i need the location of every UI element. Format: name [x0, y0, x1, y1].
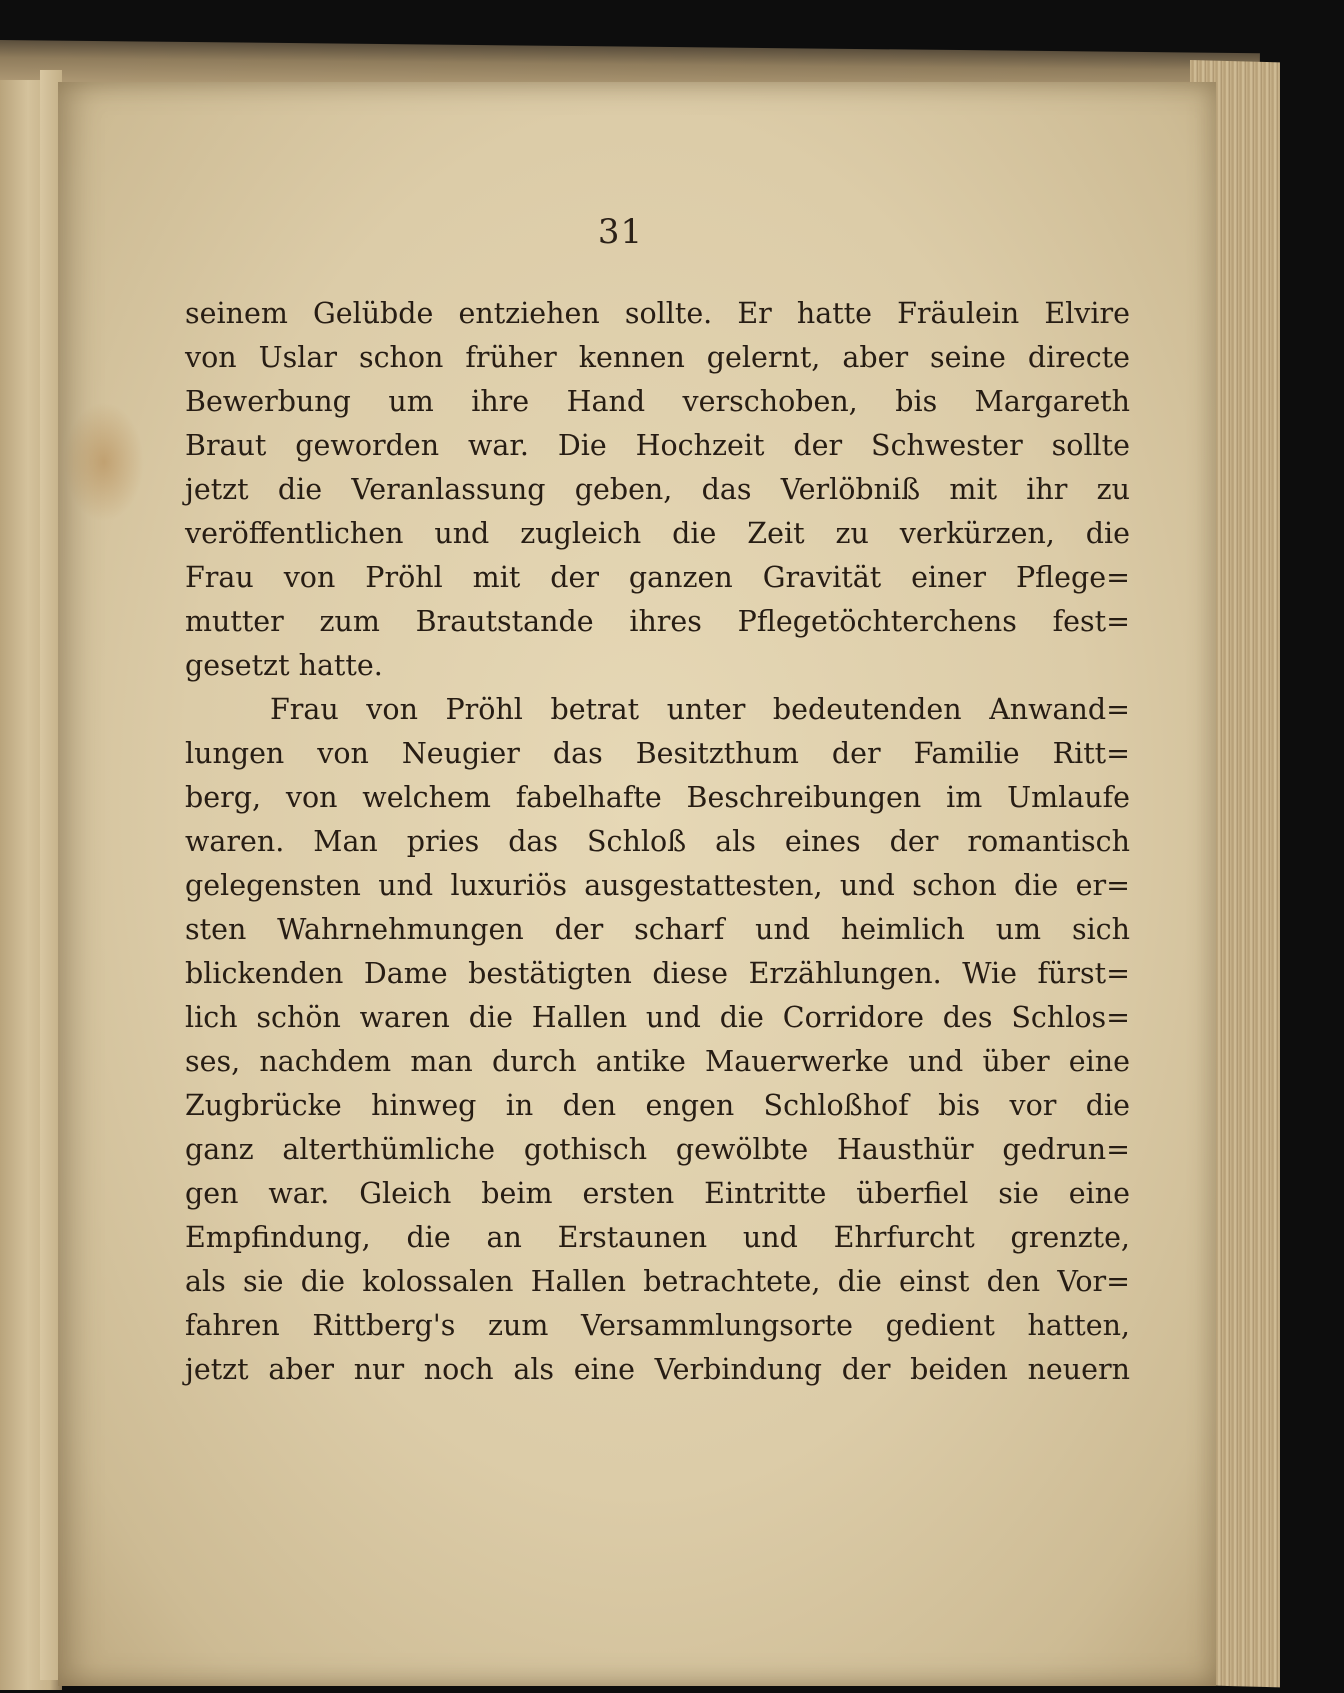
text-line: lungen von Neugier das Besitzthum der Familie Ritt= [185, 737, 1130, 770]
text-line: Frau von Pröhl mit der ganzen Gravität einer Pflege= [185, 561, 1130, 594]
text-line: Bewerbung um ihre Hand verschoben, bis Margareth [185, 385, 1130, 418]
text-line: jetzt die Veranlassung geben, das Verlöbniß mit ihr zu [185, 473, 1130, 506]
body-text [185, 292, 1130, 1392]
text-line: jetzt aber nur noch als eine Verbindung der beiden neuern [185, 1353, 1130, 1386]
text-line: Zugbrücke hinweg in den engen Schloßhof bis vor die [185, 1089, 1130, 1122]
text-line: als sie die kolossalen Hallen betrachtete, die einst den Vor= [185, 1265, 1130, 1298]
text-line: sten Wahrnehmungen der scharf und heimlich um sich [185, 913, 1130, 946]
text-line: blickenden Dame bestätigten diese Erzählungen. Wie fürst= [185, 957, 1130, 990]
text-line: fahren Rittberg's zum Versammlungsorte gedient hatten, [185, 1309, 1130, 1342]
text-line: gesetzt hatte. [185, 649, 383, 682]
text-line: von Uslar schon früher kennen gelernt, aber seine directe [185, 341, 1130, 374]
page-number: 31 [597, 212, 644, 252]
text-line: ses, nachdem man durch antike Mauerwerke und über eine [185, 1045, 1130, 1078]
text-line: waren. Man pries das Schloß als eines der romantisch [185, 825, 1130, 858]
text-line: lich schön waren die Hallen und die Corridore des Schlos= [185, 1001, 1130, 1034]
text-line: berg, von welchem fabelhafte Beschreibungen im Umlaufe [185, 781, 1130, 814]
text-line: Empfindung, die an Erstaunen und Ehrfurcht grenzte, [185, 1221, 1130, 1254]
text-line: gen war. Gleich beim ersten Eintritte überfiel sie eine [185, 1177, 1130, 1210]
text-line: mutter zum Brautstande ihres Pflegetöchterchens fest= [185, 605, 1130, 638]
text-line: veröffentlichen und zugleich die Zeit zu verkürzen, die [185, 517, 1130, 550]
book-page [58, 82, 1216, 1686]
text-line: seinem Gelübde entziehen sollte. Er hatte Fräulein Elvire [185, 297, 1130, 330]
paper-stain [64, 402, 144, 522]
text-line: Braut geworden war. Die Hochzeit der Schwester sollte [185, 429, 1130, 462]
paragraph-start: Frau von Pröhl betrat unter bedeutenden Anwand= [270, 693, 1130, 726]
text-line: ganz alterthümliche gothisch gewölbte Hausthür gedrun= [185, 1133, 1130, 1166]
text-line: gelegensten und luxuriös ausgestattesten, und schon die er= [185, 869, 1130, 902]
